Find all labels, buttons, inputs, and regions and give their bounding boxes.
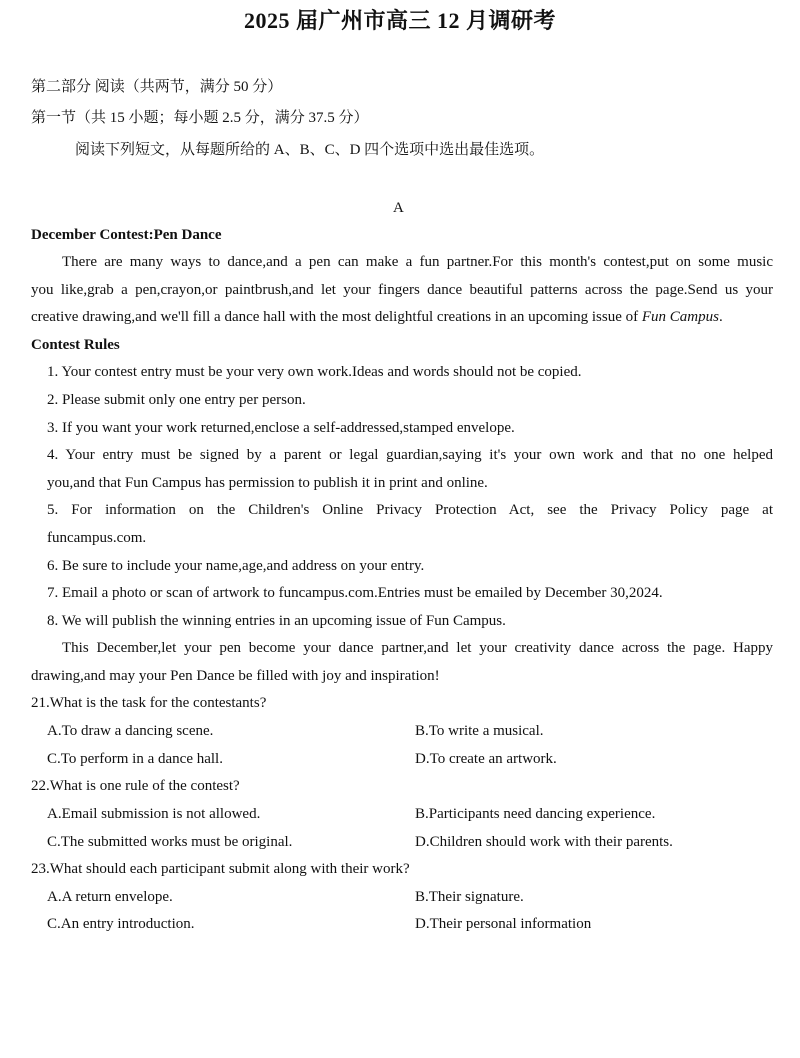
question-23-option-c: C.An entry introduction. [47, 916, 195, 932]
intro-line-1: There are many ways to dance,and a pen can make a fun partner.For this month's contest,put on some music [62, 254, 773, 270]
question-22-option-b: B.Participants need dancing experience. [415, 806, 656, 822]
question-22-option-d: D.Children should work with their parents. [415, 834, 673, 850]
question-21-option-a: A.To draw a dancing scene. [47, 723, 214, 739]
rule-7: 7. Email a photo or scan of artwork to funcampus.com.Entries must be emailed by December 30,2024. [47, 585, 663, 601]
intro-line-3 [31, 307, 723, 327]
rule-5-line-1: 5. For information on the Children's Online Privacy Protection Act, see the Privacy Policy page at [47, 502, 773, 518]
question-22-option-c: C.The submitted works must be original. [47, 834, 293, 850]
rule-5-line-2: funcampus.com. [47, 530, 147, 546]
page-title: 2025 届广州市高三 12 月调研考 [243, 8, 556, 33]
magazine-name: Fun Campus [641, 309, 719, 325]
passage-letter: A [393, 200, 404, 216]
instruction-text: 阅读下列短文，从每题所给的 A、B、C、D 四个选项中选出最佳选项。 [75, 142, 545, 158]
question-22-option-a: A.Email submission is not allowed. [47, 806, 261, 822]
rule-8: 8. We will publish the winning entries in an upcoming issue of Fun Campus. [47, 613, 506, 629]
rule-4-line-1: 4. Your entry must be signed by a parent or legal guardian,saying it's your own work and that no one helped [47, 447, 773, 463]
closing-line-2: drawing,and may your Pen Dance be filled with joy and inspiration! [31, 668, 440, 684]
rule-4-line-2: you,and that Fun Campus has permission to publish it in print and online. [47, 475, 488, 491]
question-21-option-b: B.To write a musical. [415, 723, 544, 739]
question-23-option-d: D.Their personal information [415, 916, 592, 932]
question-21-option-c: C.To perform in a dance hall. [47, 751, 223, 767]
rule-1: 1. Your contest entry must be your very own work.Ideas and words should not be copied. [47, 364, 582, 380]
question-21-option-d: D.To create an artwork. [415, 751, 557, 767]
section-part-heading: 第二部分 阅读（共两节，满分 50 分） [31, 79, 283, 95]
rule-6: 6. Be sure to include your name,age,and address on your entry. [47, 558, 425, 574]
rule-3: 3. If you want your work returned,enclose a self-addressed,stamped envelope. [47, 420, 515, 436]
question-21-stem: 21.What is the task for the contestants? [31, 695, 267, 711]
question-22-stem: 22.What is one rule of the contest? [31, 778, 240, 794]
subsection-heading: 第一节（共 15 小题；每小题 2.5 分，满分 37.5 分） [31, 110, 369, 126]
question-23-stem: 23.What should each participant submit along with their work? [31, 861, 410, 877]
passage-heading: December Contest:Pen Dance [31, 227, 222, 243]
rule-2: 2. Please submit only one entry per person. [47, 392, 306, 408]
intro-line-3-text: creative drawing,and we'll fill a dance hall with the most delightful creations in an upcoming issue of [31, 309, 642, 325]
closing-line-1: This December,let your pen become your dance partner,and let your creativity dance across the page. Happy [62, 640, 773, 656]
rules-heading: Contest Rules [31, 337, 120, 353]
question-23-option-a: A.A return envelope. [47, 889, 173, 905]
intro-line-2: you like,grab a pen,crayon,or paintbrush,and let your fingers dance beautiful patterns across the page.Send us your [31, 282, 773, 298]
intro-line-3-end: . [718, 309, 723, 325]
question-23-option-b: B.Their signature. [415, 889, 524, 905]
